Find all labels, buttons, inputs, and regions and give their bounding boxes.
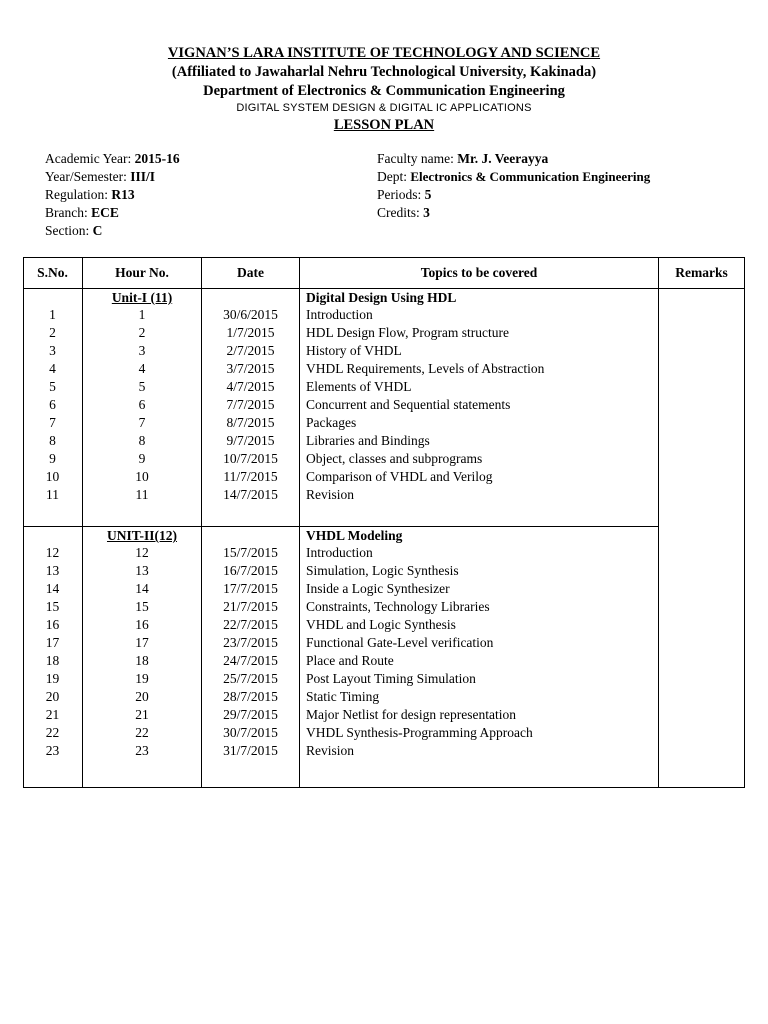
course-info-right xyxy=(377,150,650,222)
row-sno: 6 xyxy=(49,397,56,412)
row-sno: 1 xyxy=(49,307,56,322)
row-date: 7/7/2015 xyxy=(226,397,275,412)
row-sno: 14 xyxy=(45,581,60,596)
academic-year xyxy=(45,150,180,168)
table-border-bottom xyxy=(23,787,745,788)
row-topic: Comparison of VHDL and Verilog xyxy=(306,469,493,484)
row-hour: 4 xyxy=(138,361,146,376)
row-sno: 5 xyxy=(49,379,56,394)
row-sno: 9 xyxy=(49,451,56,466)
document-title: LESSON PLAN xyxy=(333,117,435,133)
row-topic: Post Layout Timing Simulation xyxy=(306,671,476,686)
row-hour: 5 xyxy=(138,379,146,394)
info-value: R13 xyxy=(111,187,135,202)
row-sno: 7 xyxy=(49,415,56,430)
info-value: 3 xyxy=(423,205,430,220)
info-value: Mr. J. Veerayya xyxy=(457,151,549,166)
row-date: 29/7/2015 xyxy=(223,707,278,722)
info-label: Credits: xyxy=(377,205,424,220)
info-label: Academic Year: xyxy=(45,151,135,166)
info-label: Year/Semester: xyxy=(45,169,131,184)
row-topic: Libraries and Bindings xyxy=(306,433,430,448)
row-hour: 3 xyxy=(138,343,146,358)
info-value: III/I xyxy=(130,169,156,184)
row-sno: 23 xyxy=(45,743,60,758)
row-hour: 12 xyxy=(135,545,149,560)
row-date: 10/7/2015 xyxy=(223,451,278,466)
row-topic: Inside a Logic Synthesizer xyxy=(306,581,450,596)
row-hour: 1 xyxy=(138,307,146,322)
row-topic: Functional Gate-Level verification xyxy=(306,635,494,650)
institute-name: VIGNAN’S LARA INSTITUTE OF TECHNOLOGY AND SCIENCE xyxy=(167,45,601,61)
row-date: 23/7/2015 xyxy=(223,635,278,650)
row-date: 2/7/2015 xyxy=(226,343,275,358)
unit-label: Unit-I (11) xyxy=(111,290,173,305)
row-date: 24/7/2015 xyxy=(223,653,278,668)
row-date: 11/7/2015 xyxy=(223,469,278,484)
row-topic: Introduction xyxy=(306,545,373,560)
row-hour: 9 xyxy=(138,451,146,466)
row-hour: 20 xyxy=(135,689,149,704)
row-hour: 2 xyxy=(138,325,146,340)
row-hour: 23 xyxy=(135,743,149,758)
row-sno: 3 xyxy=(49,343,56,358)
row-date: 4/7/2015 xyxy=(226,379,275,394)
row-date: 1/7/2015 xyxy=(226,325,275,340)
row-date: 17/7/2015 xyxy=(223,581,278,596)
section xyxy=(45,222,180,240)
branch xyxy=(45,204,180,222)
unit-title: VHDL Modeling xyxy=(306,528,403,543)
row-sno: 12 xyxy=(45,545,60,560)
col-divider-topics xyxy=(658,257,659,788)
row-sno: 2 xyxy=(49,325,56,340)
row-sno: 21 xyxy=(45,707,60,722)
info-label: Section: xyxy=(45,223,93,238)
info-label: Dept: xyxy=(377,169,411,184)
header-hour: Hour No. xyxy=(115,265,169,280)
row-sno: 17 xyxy=(45,635,60,650)
row-sno: 20 xyxy=(45,689,60,704)
row-date: 3/7/2015 xyxy=(226,361,275,376)
row-sno: 18 xyxy=(45,653,60,668)
info-value: 2015-16 xyxy=(134,151,180,166)
row-topic: HDL Design Flow, Program structure xyxy=(306,325,509,340)
info-value: Electronics & Communication Engineering xyxy=(410,169,651,184)
row-topic: Revision xyxy=(306,743,355,758)
row-sno: 15 xyxy=(45,599,60,614)
course-info-left xyxy=(45,150,180,240)
row-hour: 13 xyxy=(135,563,149,578)
row-date: 9/7/2015 xyxy=(226,433,275,448)
row-topic: Object, classes and subprograms xyxy=(306,451,483,466)
row-hour: 14 xyxy=(135,581,149,596)
info-label: Periods: xyxy=(377,187,425,202)
regulation xyxy=(45,186,180,204)
row-hour: 21 xyxy=(135,707,149,722)
header-remarks: Remarks xyxy=(675,265,728,280)
row-topic: Constraints, Technology Libraries xyxy=(306,599,490,614)
col-divider-date xyxy=(299,257,300,788)
info-value: 5 xyxy=(424,187,432,202)
row-topic: Simulation, Logic Synthesis xyxy=(306,563,459,578)
row-topic: Major Netlist for design representation xyxy=(306,707,516,722)
row-date: 21/7/2015 xyxy=(223,599,278,614)
row-topic: VHDL Synthesis-Programming Approach xyxy=(306,725,533,740)
row-sno: 19 xyxy=(45,671,60,686)
row-hour: 19 xyxy=(135,671,149,686)
row-hour: 7 xyxy=(138,415,146,430)
credits xyxy=(377,204,650,222)
row-topic: Place and Route xyxy=(306,653,394,668)
row-topic: Concurrent and Sequential statements xyxy=(306,397,511,412)
row-date: 31/7/2015 xyxy=(223,743,278,758)
row-hour: 15 xyxy=(135,599,149,614)
row-date: 14/7/2015 xyxy=(223,487,278,502)
header-date: Date xyxy=(237,265,264,280)
row-date: 15/7/2015 xyxy=(223,545,278,560)
row-sno: 16 xyxy=(45,617,60,632)
row-topic: History of VHDL xyxy=(306,343,402,358)
row-sno: 13 xyxy=(45,563,60,578)
unit-title: Digital Design Using HDL xyxy=(306,290,457,305)
row-sno: 8 xyxy=(49,433,56,448)
row-hour: 22 xyxy=(135,725,149,740)
unit-label: UNIT-II(12) xyxy=(106,528,177,543)
row-date: 25/7/2015 xyxy=(223,671,278,686)
faculty-name xyxy=(377,150,650,168)
row-topic: VHDL Requirements, Levels of Abstraction xyxy=(306,361,545,376)
row-hour: 6 xyxy=(138,397,146,412)
lesson-plan-table xyxy=(23,257,745,788)
row-topic: VHDL and Logic Synthesis xyxy=(306,617,456,632)
info-label: Branch: xyxy=(45,205,92,220)
affiliation: (Affiliated to Jawaharlal Nehru Technological University, Kakinada) xyxy=(171,64,597,80)
row-sno: 4 xyxy=(49,361,56,376)
year-semester xyxy=(45,168,180,186)
row-sno: 11 xyxy=(46,487,59,502)
info-value: C xyxy=(92,223,103,238)
row-date: 30/7/2015 xyxy=(223,725,278,740)
row-date: 28/7/2015 xyxy=(223,689,278,704)
row-date: 16/7/2015 xyxy=(223,563,278,578)
row-hour: 16 xyxy=(135,617,149,632)
department-name: Department of Electronics & Communication Engineering xyxy=(203,83,565,99)
row-date: 8/7/2015 xyxy=(226,415,275,430)
info-label: Regulation: xyxy=(45,187,112,202)
document-header xyxy=(0,44,768,135)
row-date: 22/7/2015 xyxy=(223,617,278,632)
row-sno: 22 xyxy=(45,725,60,740)
row-hour: 11 xyxy=(135,487,149,502)
info-label: Faculty name: xyxy=(377,151,458,166)
info-value: ECE xyxy=(91,205,119,220)
row-topic: Introduction xyxy=(306,307,373,322)
header-topics: Topics to be covered xyxy=(420,265,538,280)
row-hour: 18 xyxy=(135,653,149,668)
row-hour: 17 xyxy=(135,635,149,650)
row-topic: Packages xyxy=(306,415,357,430)
row-hour: 8 xyxy=(138,433,146,448)
row-date: 30/6/2015 xyxy=(223,307,278,322)
dept xyxy=(377,168,650,186)
row-topic: Static Timing xyxy=(306,689,380,704)
row-topic: Revision xyxy=(306,487,355,502)
row-hour: 10 xyxy=(135,469,149,484)
header-sno: S.No. xyxy=(37,265,68,280)
subject-name: DIGITAL SYSTEM DESIGN & DIGITAL IC APPLICATIONS xyxy=(236,102,532,114)
table-border-right xyxy=(744,257,745,788)
row-sno: 10 xyxy=(45,469,60,484)
periods xyxy=(377,186,650,204)
row-topic: Elements of VHDL xyxy=(306,379,412,394)
